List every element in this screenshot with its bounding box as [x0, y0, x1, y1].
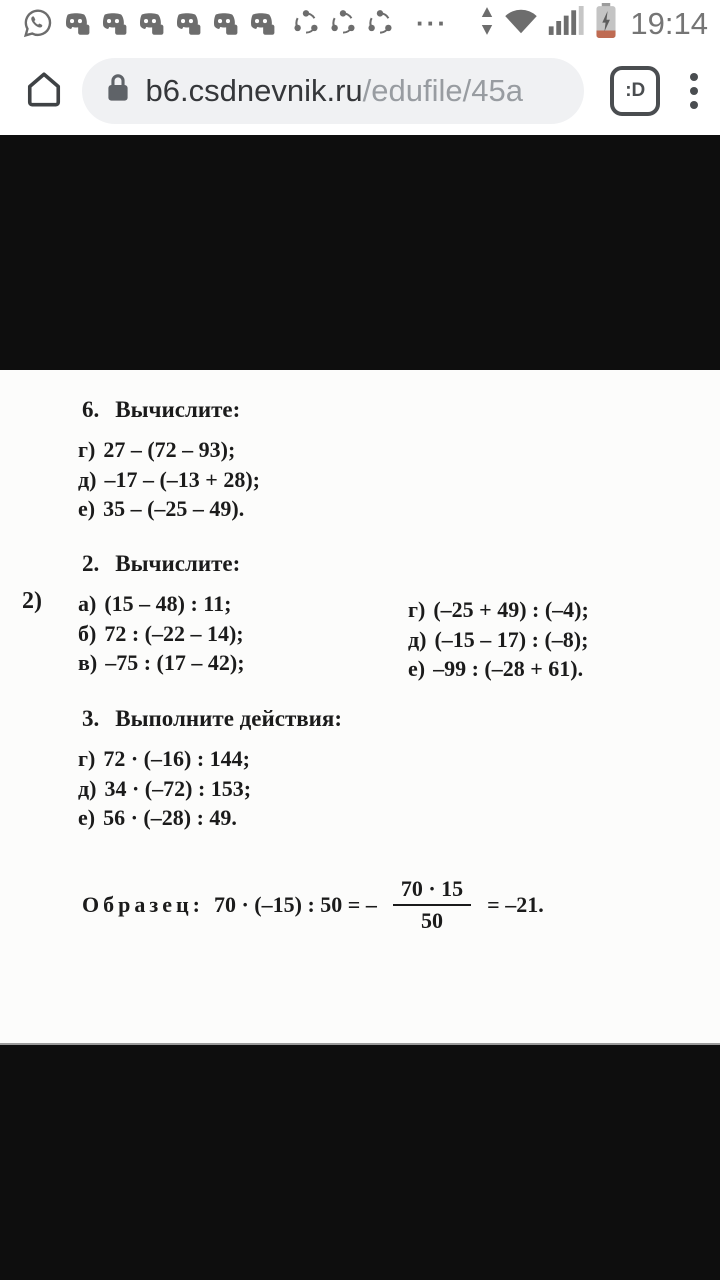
- home-icon: [23, 67, 65, 114]
- section-heading: [78, 394, 260, 426]
- item-label: г): [78, 437, 96, 462]
- item-label: д): [78, 775, 97, 801]
- section-number: 3.: [82, 706, 100, 731]
- item-expression: (–15 – 17) : (–8);: [434, 626, 589, 652]
- messenger-notification-icon: [209, 8, 239, 38]
- messenger-notification-icon: [246, 8, 276, 38]
- data-activity-icon: [480, 6, 494, 41]
- exercise-row: [78, 648, 245, 678]
- item-label: д): [408, 626, 427, 652]
- exercise-row: [78, 494, 260, 524]
- tab-counter-label: :D: [625, 79, 646, 101]
- menu-dot: [690, 87, 698, 95]
- section-title: Вычислите:: [115, 397, 241, 422]
- url-bar[interactable]: [82, 58, 585, 124]
- item-expression: 72 · (–16) : 144;: [103, 746, 250, 771]
- example-result: = –21.: [487, 892, 544, 917]
- messenger-notification-icon: [172, 8, 202, 38]
- battery-charging-icon: [595, 3, 617, 44]
- exercise-row: [78, 803, 342, 833]
- section-heading: [78, 548, 245, 580]
- item-expression: (–25 + 49) : (–4);: [433, 597, 589, 622]
- messenger-notification-icon: [61, 8, 91, 38]
- section-heading: [78, 703, 342, 735]
- more-notifications-icon: ···: [416, 8, 448, 38]
- exercise-row: [408, 595, 589, 625]
- item-expression: 56 · (–28) : 49.: [103, 805, 237, 830]
- section-number: 2.: [82, 551, 100, 576]
- item-expression: 72 : (–22 – 14);: [104, 620, 244, 646]
- exercise-row: [78, 744, 342, 774]
- item-label: а): [78, 591, 97, 616]
- tab-switcher-button[interactable]: [610, 66, 660, 116]
- item-label: е): [408, 656, 426, 681]
- letterbox-bottom: [0, 1043, 720, 1280]
- url-path: /edufile/45a: [362, 72, 523, 108]
- item-label: д): [78, 466, 97, 492]
- exercise-row: [78, 589, 245, 619]
- exercise-row: [78, 465, 260, 495]
- exercise-rows: [78, 435, 260, 524]
- whatsapp-icon: [22, 7, 54, 39]
- share-notification-icon: [291, 8, 321, 38]
- exercise-rows-right: [408, 595, 589, 684]
- url-domain: b6.csdnevnik.ru: [145, 72, 363, 108]
- notification-icons: [8, 7, 448, 39]
- exercise-row: [408, 654, 589, 684]
- item-expression: –75 : (17 – 42);: [105, 650, 245, 675]
- section-number: 6.: [82, 397, 100, 422]
- item-expression: –17 – (–13 + 28);: [104, 466, 260, 492]
- section-title: Выполните действия:: [115, 706, 343, 731]
- item-label: г): [408, 597, 426, 622]
- browser-toolbar: [0, 46, 720, 135]
- section-title: Вычислите:: [115, 551, 241, 576]
- item-expression: 27 – (72 – 93);: [103, 437, 236, 462]
- example-line: [82, 868, 544, 942]
- worksheet-page[interactable]: [0, 370, 720, 1043]
- wifi-icon: [503, 7, 539, 40]
- menu-dot: [690, 101, 698, 109]
- share-notification-icon: [365, 8, 395, 38]
- fraction: [393, 876, 471, 934]
- exercise-row: [408, 625, 589, 655]
- fraction-numerator: 70 · 15: [393, 876, 471, 906]
- browser-menu-button[interactable]: [684, 67, 704, 115]
- share-notification-icon: [328, 8, 358, 38]
- fraction-denominator: 50: [421, 908, 443, 933]
- exercise-rows-left: [78, 589, 245, 678]
- problem-margin-number: 2): [22, 588, 42, 614]
- section-6: [78, 394, 260, 524]
- status-bar: [0, 0, 720, 46]
- signal-strength-icon: [548, 6, 586, 41]
- item-label: г): [78, 746, 96, 771]
- url-text: [146, 73, 523, 109]
- home-button[interactable]: [22, 69, 66, 113]
- menu-dot: [690, 73, 698, 81]
- section-2: [78, 548, 589, 681]
- messenger-notification-icon: [98, 8, 128, 38]
- exercise-row: [78, 619, 245, 649]
- item-expression: 35 – (–25 – 49).: [103, 496, 245, 521]
- item-label: в): [78, 650, 98, 675]
- item-label: е): [78, 805, 96, 830]
- messenger-notification-icon: [135, 8, 165, 38]
- item-label: б): [78, 620, 97, 646]
- exercise-row: [78, 774, 342, 804]
- section-3: [78, 703, 342, 833]
- item-expression: 34 · (–72) : 153;: [104, 775, 252, 801]
- example-label: Образец:: [82, 892, 204, 917]
- item-label: е): [78, 496, 96, 521]
- letterbox-top: [0, 135, 720, 370]
- system-status-icons: [480, 3, 712, 44]
- item-expression: (15 – 48) : 11;: [104, 591, 232, 616]
- status-time: 19:14: [630, 5, 708, 41]
- item-expression: –99 : (–28 + 61).: [433, 656, 584, 681]
- secure-lock-icon: [106, 72, 130, 109]
- example-expression: 70 · (–15) : 50 = –: [213, 892, 377, 917]
- exercise-rows: [78, 744, 342, 833]
- exercise-row: [78, 435, 260, 465]
